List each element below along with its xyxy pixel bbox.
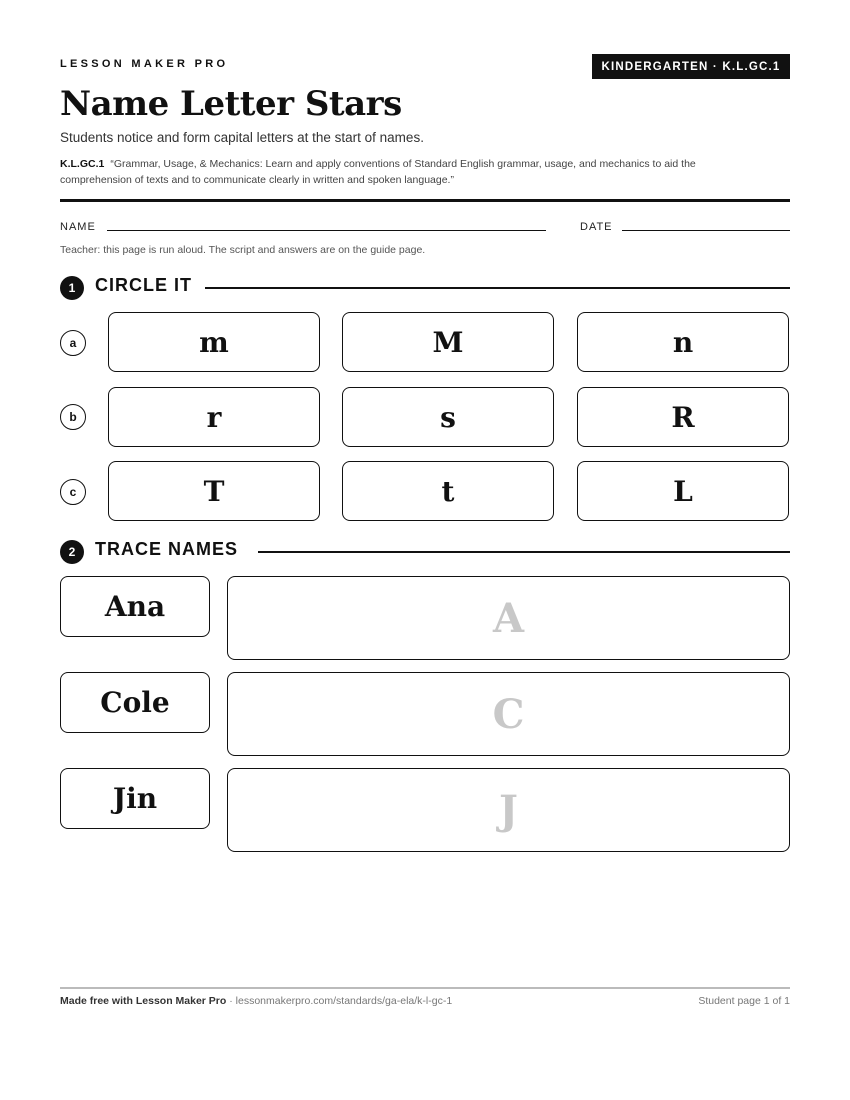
section-2-rule: [258, 551, 790, 553]
standard-text: “Grammar, Usage, & Mechanics: Learn and apply conventions of Standard English grammar, usage, and mechanics to aid the comprehension of texts and to communicate clearly in written and spoken language.”: [60, 158, 696, 186]
choice-c-3[interactable]: L: [577, 461, 789, 521]
section-2-number: 2: [60, 540, 84, 564]
page-title: Name Letter Stars: [60, 84, 402, 124]
header-divider: [60, 199, 790, 202]
section-2-title: TRACE NAMES: [95, 539, 239, 559]
trace-box-j[interactable]: J: [227, 768, 790, 852]
section-1-title: CIRCLE IT: [95, 275, 192, 295]
brand-label: LESSON MAKER PRO: [60, 58, 229, 70]
teacher-note: Teacher: this page is run aloud. The script and answers are on the guide page.: [60, 244, 426, 256]
choice-b-2[interactable]: s: [342, 387, 554, 447]
section-1-number: 1: [60, 276, 84, 300]
name-label: NAME: [60, 221, 96, 233]
grade-badge: KINDERGARTEN · K.L.GC.1: [592, 54, 790, 79]
row-label-a: a: [60, 330, 86, 356]
standard-code: K.L.GC.1: [60, 158, 105, 170]
choice-a-1[interactable]: m: [108, 312, 320, 372]
choice-b-1[interactable]: r: [108, 387, 320, 447]
name-field[interactable]: [107, 230, 546, 231]
name-card-jin: Jin: [60, 768, 210, 829]
date-label: DATE: [580, 221, 613, 233]
footer-credit: [60, 995, 452, 1007]
name-card-cole: Cole: [60, 672, 210, 733]
row-label-c: c: [60, 479, 86, 505]
page-subtitle: Students notice and form capital letters at the start of names.: [60, 130, 424, 145]
choice-c-1[interactable]: T: [108, 461, 320, 521]
choice-a-2[interactable]: M: [342, 312, 554, 372]
footer-page-number: Student page 1 of 1: [698, 995, 790, 1007]
trace-box-c[interactable]: C: [227, 672, 790, 756]
footer-url[interactable]: lessonmakerpro.com/standards/ga-ela/k-l-gc-1: [235, 995, 453, 1007]
standard-description: [60, 156, 760, 188]
choice-b-3[interactable]: R: [577, 387, 789, 447]
choice-c-2[interactable]: t: [342, 461, 554, 521]
footer-divider: [60, 987, 790, 989]
choice-a-3[interactable]: n: [577, 312, 789, 372]
trace-box-a[interactable]: A: [227, 576, 790, 660]
date-field[interactable]: [622, 230, 790, 231]
section-1-rule: [205, 287, 790, 289]
footer-separator: ·: [226, 995, 236, 1007]
row-label-b: b: [60, 404, 86, 430]
footer-made-by: Made free with Lesson Maker Pro: [60, 995, 227, 1007]
name-card-ana: Ana: [60, 576, 210, 637]
